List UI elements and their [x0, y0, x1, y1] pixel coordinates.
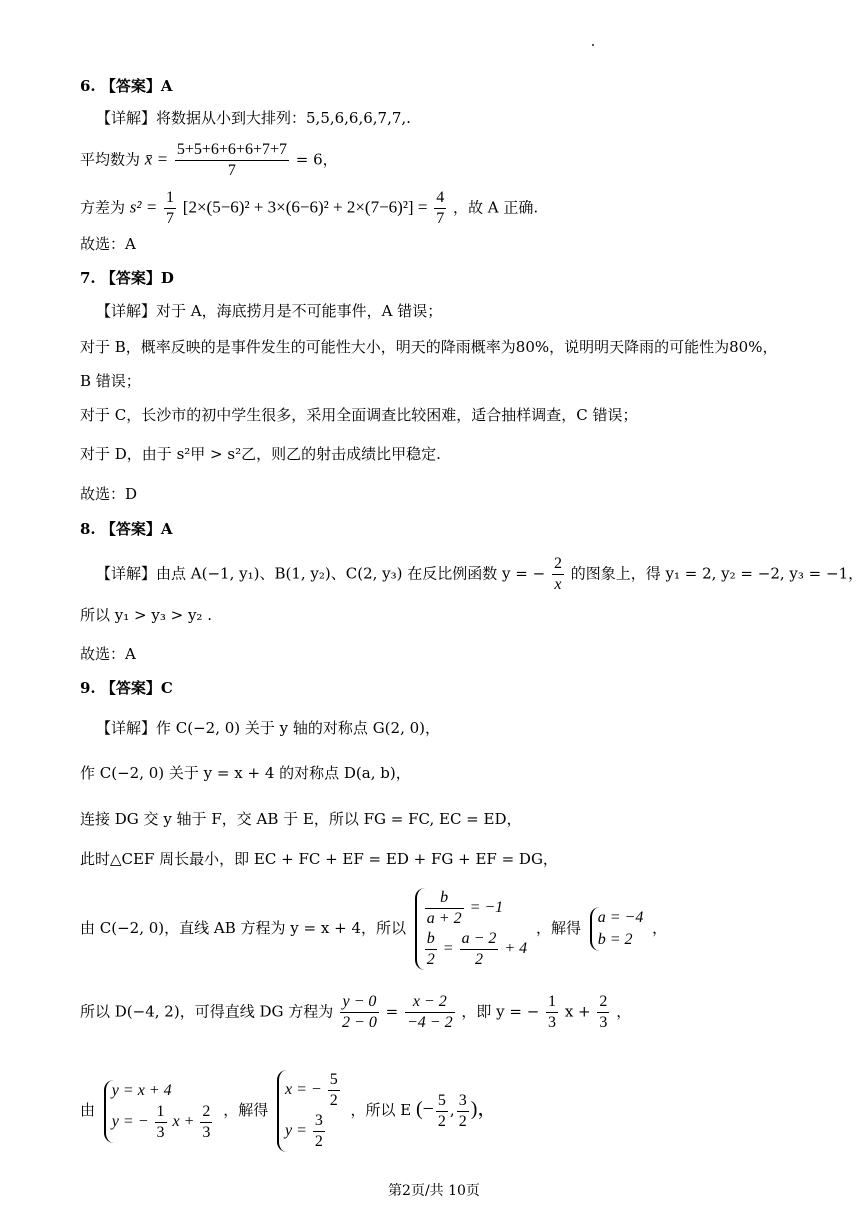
q9-sol2-r2-d: 2: [314, 1133, 323, 1150]
q9-l7-a: 由: [80, 1101, 96, 1119]
q7-choice: 故选：D: [80, 485, 138, 503]
q9-l6-a: 所以 D(−4, 2)，可得直线 DG 方程为: [80, 1002, 334, 1021]
q9-l7-c: ，所以 E: [350, 1101, 412, 1119]
q9-l6-f2-den: −4 − 2: [406, 1014, 453, 1031]
q9-system2: [104, 1080, 215, 1143]
q9-l6-frac4: [597, 992, 609, 1033]
q7-option-c: 对于 C，长沙市的初中学生很多，采用全面调查比较困难，适合抽样调查，C 错误；: [80, 406, 638, 424]
q8-frac-den: x: [554, 576, 562, 593]
q7-option-a: 【详解】对于 A，海底捞月是不可能事件，A 错误；: [96, 302, 443, 320]
q9-sol2-r2-a: y =: [284, 1122, 307, 1140]
q9-e-d2: 2: [458, 1112, 467, 1130]
q9-line2: 作 C(−2, 0) 关于 y = x + 4 的对称点 D(a, b)，: [80, 764, 411, 782]
q9-sys1-r2-eq: =: [442, 940, 454, 958]
q6-variance: [80, 188, 538, 229]
q9-l6-eq: =: [385, 1002, 399, 1021]
q9-sol2-r1-n: 5: [328, 1070, 340, 1091]
q9-e-comma: ,: [449, 1101, 455, 1119]
q9-sys2-r2-frac1: [155, 1102, 167, 1143]
q6-var-frac: [164, 188, 176, 229]
q9-l5-a: 由 C(−2, 0)，直线 AB 方程为 y = x + 4，所以: [80, 919, 406, 937]
q9-solution2: [277, 1070, 342, 1152]
q6-detail: 【详解】将数据从小到大排列：5,5,6,6,6,7,7,.: [96, 109, 411, 127]
q9-l6-f3-den: 3: [548, 1014, 557, 1031]
page-footer: 第2页/共 10页: [388, 1183, 480, 1199]
q9-sys1-r1-rhs: = −1: [469, 899, 504, 917]
q8-conclusion: 所以 y₁ > y₃ > y₂ .: [80, 606, 212, 624]
q9-e-n1: 5: [436, 1091, 448, 1112]
q6-mean-num: 5+5+6+6+6+7+7: [175, 140, 289, 161]
q6-var-res-den: 7: [436, 210, 445, 227]
q9-e-close: )，: [470, 1098, 498, 1120]
q9-sys1-r2-tail: + 4: [504, 940, 528, 958]
q9-sol2-r1-d: 2: [329, 1092, 338, 1109]
q9-sol2-row1: [285, 1070, 342, 1111]
q9-sys2-row1: y = x + 4: [111, 1081, 172, 1099]
q9-sys2-r2-n1: 1: [155, 1102, 167, 1123]
q8-detail-a: 【详解】由点 A(−1, y₁)、B(1, y₂)、C(2, y₃) 在反比例函数 y = −: [96, 564, 546, 583]
q9-line3: 连接 DG 交 y 轴于 F，交 AB 于 E，所以 FG = FC, EC = ED，: [80, 810, 522, 828]
q9-sol1-row2: b = 2: [597, 931, 633, 948]
q9-l6-f2-num: x − 2: [405, 992, 455, 1013]
q9-sol2-r2-frac: [313, 1111, 325, 1152]
q6-var-frac-den: 7: [166, 210, 175, 227]
q9-sys2-r2-b: x +: [172, 1112, 195, 1130]
q6-var-res-num: 4: [434, 188, 446, 209]
q6-var-lhs: s² =: [129, 197, 158, 217]
q8-frac-num: 2: [552, 554, 564, 575]
q9-l6-frac3: [546, 992, 558, 1033]
q9-sys1-r2-rden: 2: [474, 951, 483, 968]
q9-sys1-row2: [423, 929, 527, 970]
q8-choice: 故选：A: [80, 645, 136, 663]
q9-sys2-r2-d2: 3: [202, 1123, 211, 1141]
q7-option-b1: 对于 B，概率反映的是事件发生的可能性大小，明天的降雨概率为80%，说明明天降雨的可能性为80%，: [80, 338, 778, 356]
q9-sys1-r2-lnum: b: [425, 929, 437, 950]
q9-system1: [415, 888, 527, 970]
q9-l6-d: ，: [616, 1002, 632, 1021]
page-dot: [592, 44, 594, 46]
q9-l6-f4-den: 3: [599, 1014, 608, 1031]
q9-l6-b: ，即 y = −: [461, 1002, 540, 1021]
q6-var-result: [434, 188, 446, 229]
q9-l6-f1-den: 2 − 0: [342, 1014, 377, 1031]
q6-var-suffix: ，故 A 正确.: [452, 198, 539, 217]
q8-detail-b: 的图象上，得 y₁ = 2, y₂ = −2, y₃ = −1，: [570, 564, 864, 583]
q9-sys1-r2-lfrac: [425, 929, 437, 970]
q9-sys2-r2-n2: 2: [200, 1102, 212, 1123]
q9-sys1-r1-den: a + 2: [426, 910, 462, 927]
q9-l5-b: ，解得: [535, 919, 581, 937]
q9-line6: [80, 992, 631, 1033]
q9-sol1-row1: a = −4: [597, 909, 644, 926]
q6-header: 6. 【答案】A: [80, 77, 173, 95]
q9-sys1-r2-rfrac: [460, 929, 499, 970]
q9-e-d1: 2: [437, 1112, 446, 1130]
q9-sol2-row2: [285, 1111, 342, 1152]
q9-l5-c: ，: [652, 919, 668, 937]
q9-e-frac1: [436, 1091, 448, 1132]
q9-line5: [80, 888, 667, 970]
q9-l6-f1-num: y − 0: [340, 992, 379, 1013]
q9-sys1-r1-frac: [425, 888, 464, 929]
q9-l6-c: x +: [564, 1002, 591, 1021]
q9-sol2-r2-n: 3: [313, 1111, 325, 1132]
q9-line1: 【详解】作 C(−2, 0) 关于 y 轴的对称点 G(2, 0)，: [96, 719, 440, 737]
q9-l7-b: ，解得: [223, 1101, 269, 1119]
q9-line4: 此时△CEF 周长最小，即 EC + FC + EF = ED + FG + EF = DG，: [80, 850, 558, 868]
q9-sys2-r2-d1: 3: [156, 1123, 165, 1141]
q9-line7: [80, 1070, 497, 1152]
q6-mean-prefix: 平均数为: [80, 150, 141, 169]
q6-var-expr: [2×(5−6)² + 3×(6−6)² + 2×(7−6)²] =: [182, 197, 428, 217]
q9-l6-f4-num: 2: [597, 992, 609, 1013]
q9-header: 9. 【答案】C: [80, 679, 173, 697]
q6-var-prefix: 方差为: [80, 198, 126, 217]
q9-e-frac2: [457, 1091, 469, 1132]
q7-option-d: 对于 D，由于 s²甲 > s²乙，则乙的射击成绩比甲稳定.: [80, 445, 441, 463]
q9-sys2-r2-a: y = −: [111, 1112, 149, 1130]
q9-l6-frac2: [405, 992, 455, 1033]
q6-mean-fraction: [175, 140, 289, 181]
q9-sys1-row1: [423, 888, 527, 929]
q8-header: 8. 【答案】A: [80, 520, 173, 538]
q7-option-b2: B 错误；: [80, 372, 141, 390]
q9-l6-f3-num: 1: [546, 992, 558, 1013]
q9-e-open: (−: [415, 1098, 434, 1120]
q6-mean-lhs: x̄ =: [144, 149, 169, 169]
q9-sys2-row2: [112, 1102, 215, 1143]
q9-sol2-r1-frac: [328, 1070, 340, 1111]
q9-l6-frac1: [340, 992, 379, 1033]
q6-var-frac-num: 1: [164, 188, 176, 209]
q6-mean: [80, 140, 338, 181]
q9-sol2-r1-a: x = −: [284, 1081, 322, 1099]
q9-sys2-r2-frac2: [200, 1102, 212, 1143]
q9-sys1-r1-num: b: [425, 888, 464, 909]
q8-detail: [96, 554, 863, 595]
q7-header: 7. 【答案】D: [80, 269, 174, 287]
q6-mean-rhs: = 6，: [295, 150, 338, 169]
q6-mean-den: 7: [227, 162, 236, 179]
q9-sys1-r2-lden: 2: [426, 951, 435, 968]
q9-sys1-r2-rnum: a − 2: [460, 929, 499, 950]
q6-choice: 故选：A: [80, 235, 136, 253]
q9-solution1: [590, 907, 644, 951]
q8-fraction: [552, 554, 564, 595]
q9-e-n2: 3: [457, 1091, 469, 1112]
